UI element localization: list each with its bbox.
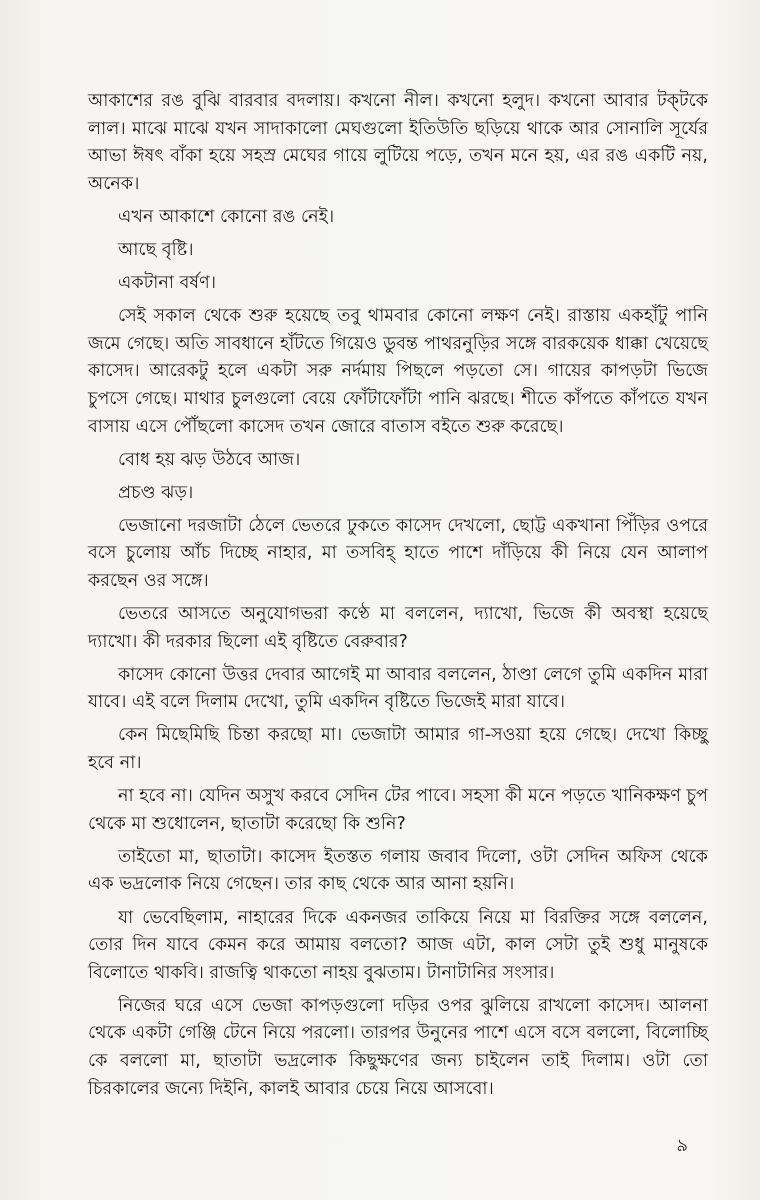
paragraph: কাসেদ কোনো উত্তর দেবার আগেই মা আবার বললেন, ঠাণ্ডা লেগে তুমি একদিন মারা যাবে। এই বলে দিলাম দেখো, তুমি একদিন বৃষ্টিতে ভিজেই মারা যাবে। xyxy=(88,664,708,713)
page-number: ৯ xyxy=(676,1135,688,1156)
paragraph: একটানা বর্ষণ। xyxy=(118,273,216,294)
paragraph: ভেতরে আসতে অনুযোগভরা কণ্ঠে মা বললেন, দ্যাখো, ভিজে কী অবস্থা হয়েছে দ্যাখো। কী দরকার ছিলো এই বৃষ্টিতে বেরুবার? xyxy=(88,604,708,652)
body-text xyxy=(88,88,708,1109)
paragraph: তাইতো মা, ছাতাটা। কাসেদ ইতস্তত গলায় জবাব দিলো, ওটা সেদিন অফিস থেকে এক ভদ্রলোক নিয়ে গেছেন। তার কাছ থেকে আর আনা হয়নি। xyxy=(88,846,708,895)
paragraph: বোধ হয় ঝড় উঠবে আজ। xyxy=(118,449,301,470)
paragraph: নিজের ঘরে এসে ভেজা কাপড়গুলো দড়ির ওপর ঝুলিয়ে রাখলো কাসেদ। আলনা থেকে একটা গেঞ্জি টেনে নিয়ে পরলো। তারপর উনুনের পাশে এসে বসে বললো, বিলোচ্ছি কে বললো মা, ছাতাটা ভদ্রলোক কিছুক্ষণের জন্য চাইলেন তাই দিলাম। ওটা তো চিরকালের জন্যে দিইনি, কালই আবার চেয়ে নিয়ে আসবো। xyxy=(88,995,708,1099)
paragraph: আকাশের রঙ বুঝি বারবার বদলায়। কখনো নীল। কখনো হলুদ। কখনো আবার টক্‌টকে লাল। মাঝে মাঝে যখন সাদাকালো মেঘগুলো ইতিউতি ছড়িয়ে থাকে আর সোনালি সূর্যের আভা ঈষৎ বাঁকা হয়ে সহস্র মেঘের গায়ে লুটিয়ে পড়ে, তখন মনে হয়, এর রঙ একটি নয়, অনেক। xyxy=(88,91,708,194)
paragraph: যা ভেবেছিলাম, নাহারের দিকে একনজর তাকিয়ে নিয়ে মা বিরক্তির সঙ্গে বললেন, তোর দিন যাবে কেমন করে আমায় বলতো? আজ এটা, কাল সেটা তুই শুধু মানুষকে বিলোতে থাকবি। রাজত্বি থাকতো নাহয় বুঝতাম। টানাটানির সংসার। xyxy=(88,907,708,983)
paragraph: ভেজানো দরজাটা ঠেলে ভেতরে ঢুকতে কাসেদ দেখলো, ছোট্ট একখানা পিঁড়ির ওপরে বসে চুলোয় আঁচ দিচ্ছে নাহার, মা তসবিহ্ হাতে পাশে দাঁড়িয়ে কী নিয়ে যেন আলাপ করছেন ওর সঙ্গে। xyxy=(88,515,708,591)
paragraph: এখন আকাশে কোনো রঙ নেই। xyxy=(118,206,335,227)
paragraph: কেন মিছেমিছি চিন্তা করছো মা। ভেজাটা আমার গা-সওয়া হয়ে গেছে। দেখো কিচ্ছু হবে না। xyxy=(88,725,708,774)
paragraph: প্রচণ্ড ঝড়। xyxy=(118,482,194,503)
paragraph: আছে বৃষ্টি। xyxy=(118,239,194,260)
paragraph: সেই সকাল থেকে শুরু হয়েছে তবু থামবার কোনো লক্ষণ নেই। রাস্তায় একহাঁটু পানি জমে গেছে। অতি সাবধানে হাঁটতে গিয়েও ডুবন্ত পাথরনুড়ির সঙ্গে বারকয়েক ধাক্কা খেয়েছে কাসেদ। আরেকটু হলে একটা সরু নর্দমায় পিছলে পড়তো সে। গায়ের কাপড়টা ভিজে চুপসে গেছে। মাথার চুলগুলো বেয়ে ফোঁটাফোঁটা পানি ঝরছে। শীতে কাঁপতে কাঁপতে যখন বাসায় এসে পৌঁছলো কাসেদ তখন জোরে বাতাস বইতে শুরু করেছে। xyxy=(88,306,708,437)
paragraph: না হবে না। যেদিন অসুখ করবে সেদিন টের পাবে। সহসা কী মনে পড়তে খানিকক্ষণ চুপ থেকে মা শুধোলেন, ছাতাটা করেছো কি শুনি? xyxy=(88,786,708,834)
